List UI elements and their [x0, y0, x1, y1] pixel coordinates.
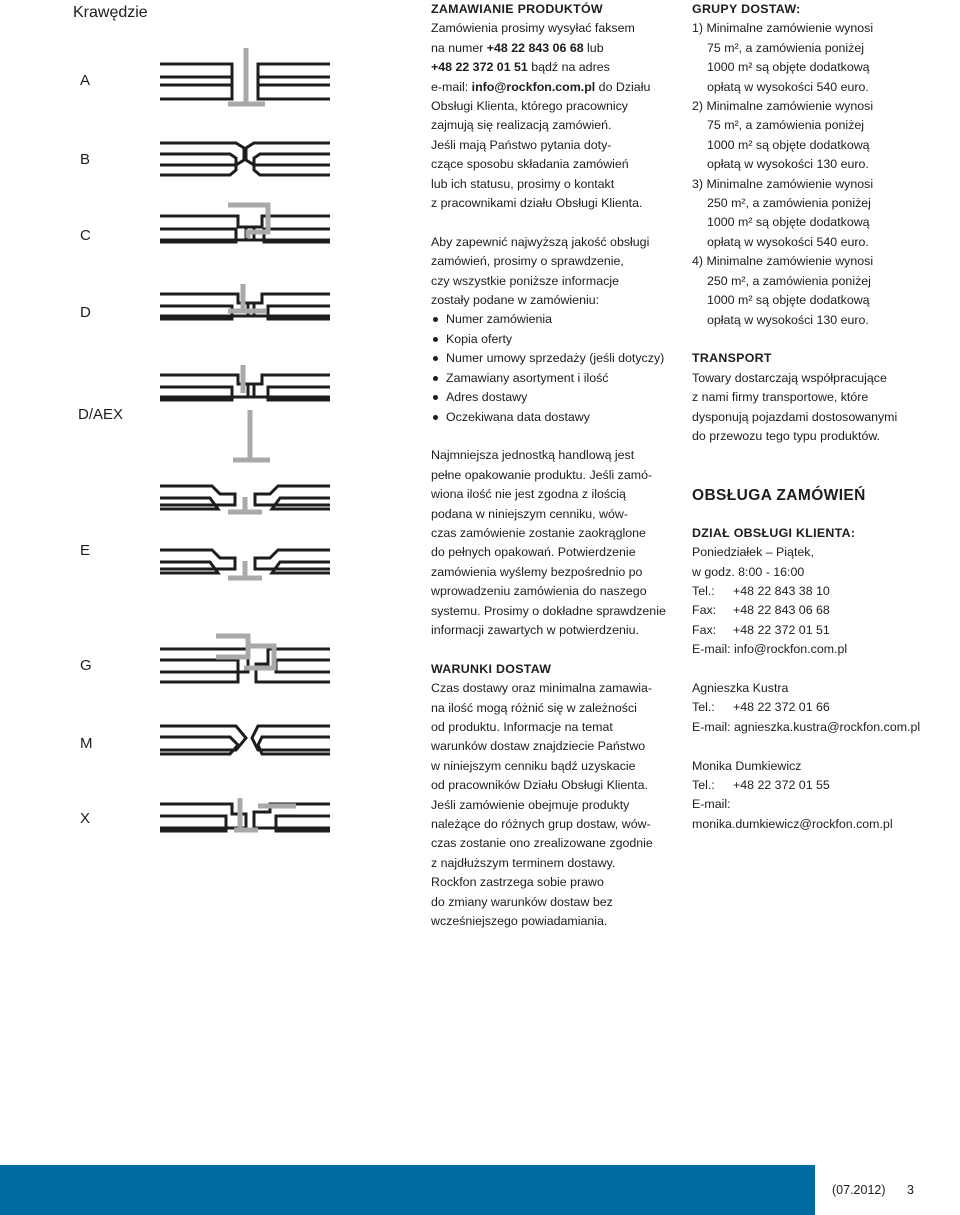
edge-label-d-aex: D/AEX	[78, 406, 124, 423]
text-line: z nami firmy transportowe, które	[692, 390, 869, 405]
service-hours-days: Poniedziałek – Piątek,	[692, 545, 814, 560]
person2-name: Monika Dumkiewicz	[692, 758, 802, 773]
checklist-item: Kopia oferty	[431, 330, 681, 349]
contact-label: Fax:	[692, 603, 717, 618]
service-hours-time: w godz. 8:00 - 16:00	[692, 564, 805, 579]
group-item-line: 75 m², a zamówienia poniżej	[707, 40, 865, 55]
person1-email: E-mail: agnieszka.kustra@rockfon.com.pl	[692, 719, 921, 734]
text-line: Aby zapewnić najwyższą jakość obsługi	[431, 234, 650, 249]
edge-profile-d	[160, 284, 330, 319]
text-line: lub ich statusu, prosimy o kontakt	[431, 176, 615, 191]
group-item: 3) Minimalne zamówienie wynosi	[692, 176, 874, 191]
edge-label-e: E	[80, 542, 91, 559]
service-email: E-mail: info@rockfon.com.pl	[692, 642, 848, 657]
edge-profile-m	[160, 726, 330, 754]
text-line: z pracownikami działu Obsługi Klienta.	[431, 196, 643, 211]
edge-profile-g	[160, 636, 330, 682]
edge-profile-a	[160, 48, 330, 105]
text-line: wprowadzeniu zamówienia do naszego	[431, 584, 647, 599]
edge-profile-d-aex	[160, 365, 330, 460]
text-line: zamówień, prosimy o sprawdzenie,	[431, 254, 624, 269]
footer-date: (07.2012)	[832, 1183, 886, 1197]
text-line: zamówienia wyślemy bezpośrednio po	[431, 564, 643, 579]
checklist-item: Numer zamówienia	[431, 310, 681, 329]
group-item-line: opłatą w wysokości 130 euro.	[707, 157, 869, 172]
group-item-line: 250 m², a zamówienia poniżej	[707, 273, 871, 288]
text-line: Rockfon zastrzega sobie prawo	[431, 875, 604, 890]
edge-label-b: B	[80, 151, 91, 168]
text-line: wiona ilość nie jest zgodna z ilością	[431, 487, 626, 502]
group-item-line: opłatą w wysokości 130 euro.	[707, 312, 869, 327]
transport-heading: TRANSPORT	[692, 351, 772, 366]
text-line: zajmują się realizacją zamówień.	[431, 118, 612, 133]
text-line: Jeśli mają Państwo pytania doty-	[431, 137, 612, 152]
group-item-line: opłatą w wysokości 540 euro.	[707, 79, 869, 94]
order-heading: ZAMAWIANIE PRODUKTÓW	[431, 2, 603, 16]
person2-email: monika.dumkiewicz@rockfon.com.pl	[692, 816, 893, 831]
group-item: 4) Minimalne zamówienie wynosi	[692, 254, 874, 269]
transport-paragraph	[692, 369, 952, 447]
text-line: na numer +48 22 843 06 68 lub	[431, 40, 604, 55]
contact-value: +48 22 843 38 10	[733, 583, 830, 598]
contact-value: +48 22 843 06 68	[733, 603, 830, 618]
edge-label-c: C	[80, 227, 91, 244]
text-line: Towary dostarczają współpracujące	[692, 370, 887, 385]
edge-profile-x	[160, 798, 330, 831]
edge-label-g: G	[80, 657, 92, 674]
text-line: do pełnych opakowań. Potwierdzenie	[431, 545, 636, 560]
delivery-heading: WARUNKI DOSTAW	[431, 661, 552, 676]
text-line: podana w niniejszym cenniku, wów-	[431, 506, 628, 521]
checklist-item: Oczekiwana data dostawy	[431, 408, 681, 427]
edge-label-a: A	[80, 72, 91, 89]
person2-email-label: E-mail:	[692, 797, 731, 812]
text-line: czące sposobu składania zamówień	[431, 157, 629, 172]
group-item-line: 250 m², a zamówienia poniżej	[707, 196, 871, 211]
service-subheading: DZIAŁ OBSŁUGI KLIENTA:	[692, 525, 856, 540]
person2-phone	[692, 776, 952, 795]
person2-phone-value: +48 22 372 01 55	[733, 777, 830, 792]
group-item-line: 75 m², a zamówienia poniżej	[707, 118, 865, 133]
service-contacts	[692, 582, 952, 640]
person1-phone-label: Tel.:	[692, 700, 715, 715]
text-line: od produktu. Informacje na temat	[431, 719, 613, 734]
text-line: na ilość mogą różnić się w zależności	[431, 700, 637, 715]
person1-phone	[692, 698, 952, 717]
text-line: czas zamówienie zostanie zaokrąglone	[431, 525, 646, 540]
text-line: e-mail: info@rockfon.com.pl do Działu	[431, 79, 651, 94]
text-line: Najmniejsza jednostką handlową jest	[431, 448, 635, 463]
group-item: 2) Minimalne zamówienie wynosi	[692, 99, 874, 114]
delivery-groups-column	[692, 0, 952, 834]
checklist-item: Adres dostawy	[431, 388, 681, 407]
person1-name: Agnieszka Kustra	[692, 680, 789, 695]
contact-row	[692, 601, 952, 620]
group-item-line: 1000 m² są objęte dodatkową	[707, 60, 870, 75]
checklist-item: Numer umowy sprzedaży (jeśli dotyczy)	[431, 349, 681, 368]
text-line: Obsługi Klienta, którego pracownicy	[431, 99, 628, 114]
edge-profiles-column	[0, 0, 420, 1000]
text-line: należące do różnych grup dostaw, wów-	[431, 817, 651, 832]
order-paragraph-3	[431, 446, 681, 640]
service-heading: OBSŁUGA ZAMÓWIEŃ	[692, 487, 866, 505]
group-item-line: 1000 m² są objęte dodatkową	[707, 137, 870, 152]
contact-value: +48 22 372 01 51	[733, 622, 830, 637]
person1-phone-value: +48 22 372 01 66	[733, 700, 830, 715]
text-line: dysponują pojazdami dostosowanymi	[692, 409, 898, 424]
text-line: +48 22 372 01 51 bądź na adres	[431, 60, 610, 75]
edge-label-m: M	[80, 735, 93, 752]
text-line: wcześniejszego powiadamiania.	[431, 914, 608, 929]
text-line: czas zostanie ono zrealizowane zgodnie	[431, 836, 653, 851]
edge-label-d: D	[80, 304, 91, 321]
order-paragraph-2	[431, 233, 681, 311]
order-column	[431, 0, 681, 931]
text-line: Jeśli zamówienie obejmuje produkty	[431, 797, 630, 812]
order-paragraph-1	[431, 19, 681, 213]
edge-profile-b	[160, 143, 330, 175]
page-number: 3	[907, 1183, 914, 1197]
contact-row	[692, 621, 952, 640]
checklist-item: Zamawiany asortyment i ilość	[431, 369, 681, 388]
contact-row	[692, 582, 952, 601]
edge-label-x: X	[80, 810, 91, 827]
groups-list	[692, 19, 952, 330]
groups-heading: GRUPY DOSTAW:	[692, 2, 801, 16]
group-item-line: 1000 m² są objęte dodatkową	[707, 293, 870, 308]
text-line: Zamówienia prosimy wysyłać faksem	[431, 21, 635, 36]
text-line: warunków dostaw znajdziecie Państwo	[431, 739, 646, 754]
text-line: Czas dostawy oraz minimalna zamawia-	[431, 681, 653, 696]
person2-phone-label: Tel.:	[692, 777, 715, 792]
contact-label: Fax:	[692, 622, 717, 637]
text-line: zostały podane w zamówieniu:	[431, 293, 600, 308]
text-line: od pracowników Działu Obsługi Klienta.	[431, 778, 648, 793]
order-checklist	[431, 310, 681, 426]
text-line: do przewozu tego typu produktów.	[692, 428, 881, 443]
delivery-paragraph	[431, 679, 681, 931]
text-line: do zmiany warunków dostaw bez	[431, 894, 613, 909]
edge-profile-drawings	[0, 0, 420, 1000]
edge-title: Krawędzie	[73, 4, 148, 21]
text-line: pełne opakowanie produktu. Jeśli zamó-	[431, 467, 653, 482]
text-line: z najdłuższym terminem dostawy.	[431, 855, 616, 870]
group-item-line: opłatą w wysokości 540 euro.	[707, 234, 869, 249]
group-item-line: 1000 m² są objęte dodatkową	[707, 215, 870, 230]
edge-profile-c	[160, 205, 330, 242]
text-line: systemu. Prosimy o dokładne sprawdzenie	[431, 603, 666, 618]
text-line: informacji zawartych w potwierdzeniu.	[431, 622, 639, 637]
text-line: w niniejszym cenniku bądź uzyskacie	[431, 758, 636, 773]
text-line: czy wszystkie poniższe informacje	[431, 273, 619, 288]
group-item: 1) Minimalne zamówienie wynosi	[692, 21, 874, 36]
edge-profile-e	[160, 486, 330, 578]
contact-label: Tel.:	[692, 583, 715, 598]
